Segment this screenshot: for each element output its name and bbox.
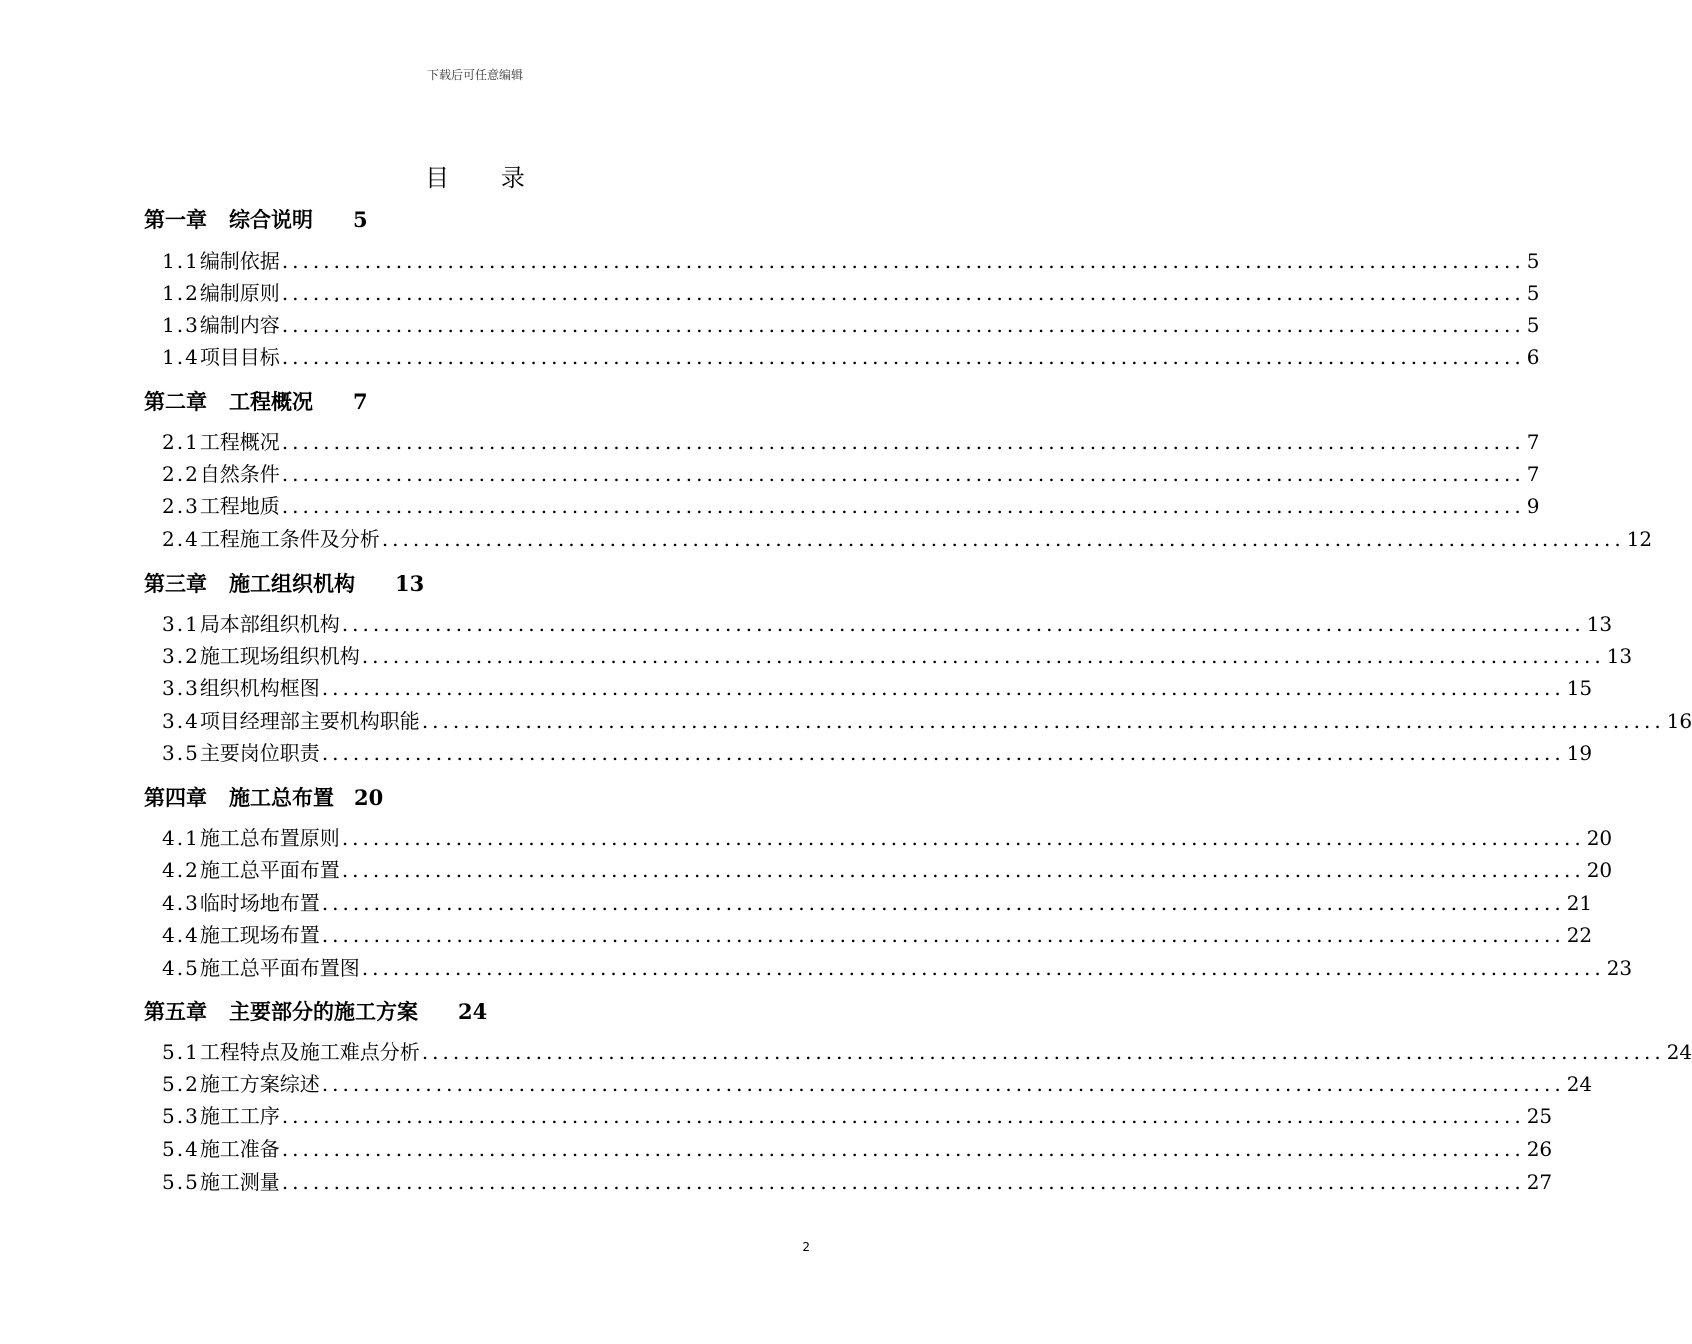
- toc-title: [0, 158, 950, 193]
- leader-dots: ........................................................................................................................: [341, 612, 1585, 636]
- entry-number: 2.2: [162, 462, 200, 486]
- entry-page: 5: [1526, 313, 1540, 337]
- toc-entry[interactable]: [162, 523, 1653, 551]
- entry-text: 施工测量: [199, 1170, 280, 1194]
- entry-text: 工程地质: [199, 494, 280, 518]
- chapter-label: 第三章: [144, 572, 207, 596]
- leader-dots: ........................................................................................................................: [281, 313, 1525, 337]
- leader-dots: ........................................................................................................................: [321, 1072, 1565, 1096]
- entry-text: 施工现场布置: [199, 923, 320, 947]
- entry-number: 4.1: [162, 826, 200, 850]
- entry-page: 15: [1566, 676, 1593, 700]
- leader-dots: ........................................................................................................................: [421, 1040, 1665, 1064]
- entry-text: 施工工序: [199, 1104, 280, 1128]
- entry-text: 项目经理部主要机构职能: [199, 709, 420, 733]
- leader-dots: ........................................................................................................................: [281, 1137, 1525, 1161]
- entry-page: 13: [1606, 644, 1633, 668]
- entry-text: 施工现场组织机构: [199, 644, 360, 668]
- chapter-label: 第二章: [144, 390, 207, 414]
- toc-entry[interactable]: [162, 608, 1613, 636]
- entry-number: 1.1: [162, 249, 200, 273]
- chapter-label: 第一章: [144, 208, 207, 232]
- chapter-heading[interactable]: [144, 568, 424, 598]
- chapter-label: 第四章: [144, 786, 207, 810]
- chapter-heading[interactable]: [144, 204, 368, 234]
- entry-number: 5.4: [162, 1137, 200, 1161]
- entry-page: 16: [1666, 709, 1692, 733]
- chapter-title: 主要部分的施工方案: [229, 1000, 418, 1024]
- toc-entry[interactable]: [162, 458, 1540, 486]
- toc-entry[interactable]: [162, 640, 1633, 668]
- entry-text: 施工总平面布置: [199, 858, 340, 882]
- entry-page: 6: [1526, 345, 1540, 369]
- toc-entry[interactable]: [162, 426, 1540, 454]
- entry-text: 工程特点及施工难点分析: [199, 1040, 420, 1064]
- entry-number: 1.4: [162, 345, 200, 369]
- toc-entry[interactable]: [162, 245, 1540, 273]
- chapter-heading[interactable]: [144, 996, 487, 1026]
- chapter-title: 施工总布置: [229, 786, 334, 810]
- entry-number: 4.4: [162, 923, 200, 947]
- leader-dots: ........................................................................................................................: [281, 1170, 1525, 1194]
- toc-entry[interactable]: [162, 705, 1692, 733]
- entry-number: 4.2: [162, 858, 200, 882]
- entry-page: 26: [1526, 1137, 1553, 1161]
- chapter-title: 综合说明: [229, 208, 313, 232]
- entry-number: 1.2: [162, 281, 200, 305]
- entry-number: 5.3: [162, 1104, 200, 1128]
- toc-entry[interactable]: [162, 672, 1593, 700]
- toc-entry[interactable]: [162, 822, 1613, 850]
- toc-entry[interactable]: [162, 1133, 1553, 1161]
- entry-text: 编制原则: [199, 281, 280, 305]
- entry-page: 24: [1666, 1040, 1692, 1064]
- entry-page: 27: [1526, 1170, 1553, 1194]
- chapter-heading[interactable]: [144, 386, 368, 416]
- entry-number: 2.4: [162, 527, 200, 551]
- entry-text: 自然条件: [199, 462, 280, 486]
- leader-dots: ........................................................................................................................: [281, 281, 1525, 305]
- leader-dots: ........................................................................................................................: [421, 709, 1665, 733]
- entry-text: 临时场地布置: [199, 891, 320, 915]
- toc-entry[interactable]: [162, 309, 1540, 337]
- entry-page: 9: [1526, 494, 1540, 518]
- toc-entry[interactable]: [162, 1100, 1553, 1128]
- entry-page: 13: [1586, 612, 1613, 636]
- leader-dots: ........................................................................................................................: [281, 494, 1525, 518]
- entry-text: 施工总平面布置图: [199, 956, 360, 980]
- entry-text: 工程概况: [199, 430, 280, 454]
- leader-dots: ........................................................................................................................: [281, 430, 1525, 454]
- entry-text: 编制依据: [199, 249, 280, 273]
- chapter-page: 24: [458, 999, 488, 1024]
- chapter-page: 5: [353, 207, 368, 232]
- entry-page: 24: [1566, 1072, 1593, 1096]
- entry-number: 3.2: [162, 644, 200, 668]
- toc-title-left: 目: [425, 164, 450, 192]
- chapter-heading[interactable]: [144, 782, 383, 812]
- entry-number: 5.1: [162, 1040, 200, 1064]
- entry-text: 编制内容: [199, 313, 280, 337]
- entry-page: 23: [1606, 956, 1633, 980]
- leader-dots: ........................................................................................................................: [361, 644, 1605, 668]
- entry-number: 5.5: [162, 1170, 200, 1194]
- leader-dots: ........................................................................................................................: [341, 826, 1585, 850]
- entry-text: 施工总布置原则: [199, 826, 340, 850]
- entry-text: 主要岗位职责: [199, 741, 320, 765]
- leader-dots: ........................................................................................................................: [321, 676, 1565, 700]
- entry-number: 2.3: [162, 494, 200, 518]
- entry-number: 5.2: [162, 1072, 200, 1096]
- entry-page: 5: [1526, 281, 1540, 305]
- leader-dots: ........................................................................................................................: [361, 956, 1605, 980]
- leader-dots: ........................................................................................................................: [381, 527, 1625, 551]
- entry-number: 3.4: [162, 709, 200, 733]
- leader-dots: ........................................................................................................................: [281, 249, 1525, 273]
- leader-dots: ........................................................................................................................: [321, 923, 1565, 947]
- toc-entry[interactable]: [162, 1036, 1692, 1064]
- entry-number: 4.3: [162, 891, 200, 915]
- toc-entry[interactable]: [162, 277, 1540, 305]
- entry-text: 施工准备: [199, 1137, 280, 1161]
- chapter-page: 20: [354, 785, 384, 810]
- toc-entry[interactable]: [162, 1068, 1593, 1096]
- entry-number: 3.5: [162, 741, 200, 765]
- chapter-title: 施工组织机构: [229, 572, 355, 596]
- entry-number: 1.3: [162, 313, 200, 337]
- entry-page: 22: [1566, 923, 1593, 947]
- toc-entry[interactable]: [162, 919, 1593, 947]
- entry-text: 局本部组织机构: [199, 612, 340, 636]
- entry-page: 20: [1586, 826, 1613, 850]
- leader-dots: ........................................................................................................................: [321, 891, 1565, 915]
- chapter-label: 第五章: [144, 1000, 207, 1024]
- entry-text: 组织机构框图: [199, 676, 320, 700]
- chapter-title: 工程概况: [229, 390, 313, 414]
- entry-page: 7: [1526, 462, 1540, 486]
- entry-page: 19: [1566, 741, 1593, 765]
- entry-number: 2.1: [162, 430, 200, 454]
- chapter-page: 13: [395, 571, 425, 596]
- toc-entry[interactable]: [162, 854, 1613, 882]
- toc-entry[interactable]: [162, 490, 1540, 518]
- toc-entry[interactable]: [162, 341, 1540, 369]
- entry-text: 施工方案综述: [199, 1072, 320, 1096]
- entry-page: 12: [1626, 527, 1653, 551]
- page-header: 下载后可任意编辑: [426, 68, 523, 82]
- leader-dots: ........................................................................................................................: [281, 1104, 1525, 1128]
- entry-page: 20: [1586, 858, 1613, 882]
- toc-title-right: 录: [500, 164, 525, 192]
- toc-entry[interactable]: [162, 737, 1593, 765]
- entry-number: 4.5: [162, 956, 200, 980]
- entry-number: 3.1: [162, 612, 200, 636]
- leader-dots: ........................................................................................................................: [321, 741, 1565, 765]
- leader-dots: ........................................................................................................................: [341, 858, 1585, 882]
- entry-text: 项目目标: [199, 345, 280, 369]
- page-number: 2: [802, 1240, 810, 1254]
- leader-dots: ........................................................................................................................: [281, 462, 1525, 486]
- leader-dots: ........................................................................................................................: [281, 345, 1525, 369]
- entry-page: 5: [1526, 249, 1540, 273]
- toc-entry[interactable]: [162, 1166, 1553, 1194]
- toc-entry[interactable]: [162, 952, 1633, 980]
- chapter-page: 7: [353, 389, 368, 414]
- entry-page: 7: [1526, 430, 1540, 454]
- entry-number: 3.3: [162, 676, 200, 700]
- entry-page: 25: [1526, 1104, 1553, 1128]
- toc-entry[interactable]: [162, 887, 1593, 915]
- entry-page: 21: [1566, 891, 1593, 915]
- entry-text: 工程施工条件及分析: [199, 527, 380, 551]
